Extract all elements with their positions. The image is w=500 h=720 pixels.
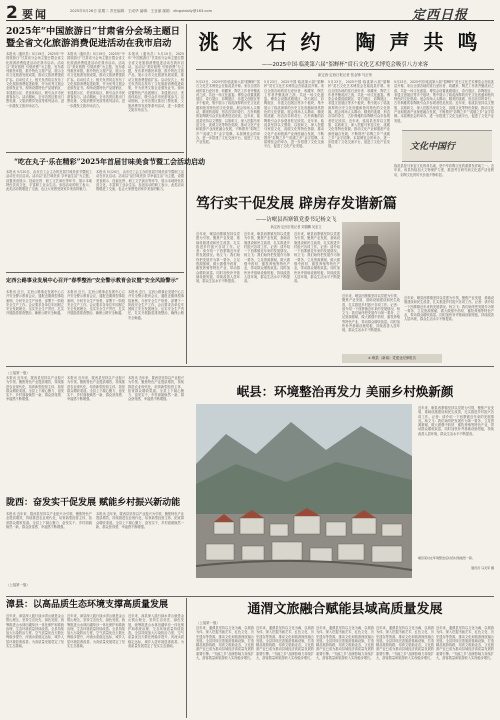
photo-label: ② 岷县（新闻）党建业纪律报告: [342, 354, 442, 363]
county-tourism-tag: （上接第一版）: [196, 621, 220, 625]
household-body-col5: 近年来，岷县西寨镇坚持以党建为引领，聚焦产业发展、基础设施建设和民生改善，扎实推进乡村振兴各项工作。记者：请介绍一下西寨镇近年来的发展情况。杨文飞：我们始终把发展作为第一要务，立足资源禀赋，做大做强中药材、畜牧养殖等特色产业，带动群众增收致富。同时加快补齐基础设施短板，持续改善人居环境，群众生活水平不断提高。: [404, 296, 494, 322]
tourism-forum-headline-2: 暨全省文化旅游消费促进活动在我市启动: [6, 38, 172, 49]
section-divider: [6, 152, 184, 153]
pottery-subheadline: ——2025中国·临洮第六届“貂蝉杯”赏石文化艺术博览会吸引八方来客: [261, 62, 429, 68]
tourism-forum-headline-1: 2025年“中国旅游日”甘肃省分会场主题日: [6, 26, 180, 37]
household-body-col2: 近年来，岷县西寨镇坚持以党建为引领，聚焦产业发展、基础设施建设和民生改善，扎实推进乡村振兴各项工作。记者：请介绍一下西寨镇近年来的发展情况。杨文飞：我们始终把发展作为第一要务，立足资源禀赋，做大做强中药材、畜牧养殖等特色产业，带动群众增收致富。同时加快补齐基础设施短板，持续改善人居环境，群众生活水平不断提高。: [244, 232, 290, 284]
eat-drink-body-col2: 本报讯 5月20日，由市总工会主办的首届甘味美食节暨职工活动在市区启动。活动以“品甘味美食 享幸福生活”为主题，设置美食展示、技能比拼、职工文艺演出等环节，展示本地特色饮食文化，丰富职工业余生活。参加活动的职工表示，此类活动既增进了交流，也让大家感受到家乡美食的魅力。: [96, 170, 184, 192]
county-tourism-body-col5: 近年来，通渭县坚持以文化为魂、以旅游为体，深入挖掘书画艺术、红色文化、历史遗存等资源，推动文化和旅游深度融合发展。全县持续完善旅游基础设施，打造精品旅游线路，培育文旅新业态，文化旅游产业已成为推动县域经济高质量发展的重要引擎。“书画之乡”品牌影响力持续扩大，游客数量和旅游收入实现稳步增长。: [436, 626, 494, 661]
tourism-forum-body-col1: 本报讯（通讯员）5月19日，2025年“中国旅游日”甘肃省分会场主题日暨全省文化旅游消费促进活动在我市启动。活动以“美好旅程 引领消费”为主题，发布系列惠民举措，推介特色文旅产品，展示全市文化旅游发展成果，推动文旅消费提质扩容。启动仪式上，相关负责同志发布了文化旅游消费促进政策，并为优秀文旅企业颁发证书。现场设置特色产品展销区、非遗展示区、美食体验区，吸引众多市民游客参与。活动期间，全市各景区推出门票优惠、文旅消费券发放等系列活动，进一步激发文旅市场活力。: [6, 52, 64, 108]
pottery-byline: 新定西·定西日报记者 张金锋 马正荣: [317, 73, 373, 77]
longxi-body-col1: 本报讯 近年来，陇西县坚持以产业振兴为引领，聚焦特色产业提质增效，持续推进农业现代化，培育新型经营主体，拓宽群众增收渠道。全县上下凝心聚力、奋发实干，乡村面貌焕然一新，群众获得感、幸福感不断增强。: [6, 376, 64, 402]
culture-badge-label: 文化中国行: [410, 142, 456, 152]
zhangxian-body-col3: 近年来，漳县深入践行绿水青山就是金山银山理念，坚持生态优先、绿色发展，统筹推进山水林田湖草沙一体化保护和系统治理，生态环境质量持续改善。全县持续加大污染防治力度，空气质量优良天数比例稳步提升，河流水质稳定达标，城乡人居环境显著改善，为高质量发展奠定了坚实生态基础。: [128, 614, 184, 649]
county-tourism-body-col4: 近年来，通渭县坚持以文化为魂、以旅游为体，深入挖掘书画艺术、红色文化、历史遗存等资源，推动文化和旅游深度融合发展。全县持续完善旅游基础设施，打造精品旅游线路，培育文旅新业态，文化旅游产业已成为推动县域经济高质量发展的重要引擎。“书画之乡”品牌影响力持续扩大，游客数量和旅游收入实现稳步增长。: [376, 626, 434, 661]
longxi-body-col3: 本报讯 近年来，陇西县坚持以产业振兴为引领，聚焦特色产业提质增效，持续推进农业现代化，培育新型经营主体，拓宽群众增收渠道。全县上下凝心聚力、奋发实干，乡村面貌焕然一新，群众获得感、幸福感不断增强。: [128, 376, 184, 402]
page-number: 2: [6, 3, 18, 23]
minxian-village-photo: [196, 404, 412, 578]
pottery-body-col4: 5月23日，2025中国·临洮第六届“貂蝉杯”赏石文化艺术博览会在临洮县开幕。来自全国各地的赏石爱好者、收藏家、陶艺工作者齐聚洮河之滨，共赴一场文化盛宴。博览会设置洮砚展区、奇石展区、彩陶展区、非遗文创展区等多个板块，集中展示了临洮深厚的历史文化底蕴和独具特色的文化资源。展会现场人头攒动，精美的洮砚、形态各异的奇石、古朴典雅的彩陶吸引众多参观者驻足欣赏。近年来，临洮县坚持以文塑旅、以旅彰文，深入挖掘马家窑文化、洮砚文化等特色资源，推动文化产业和旅游产业深度融合发展，不断擦亮“彩陶之乡”“洮砚之乡”金字招牌。本届博览会的举办，进一步搭建了文化交流平台，促进了文化产业发展。: [394, 80, 494, 123]
longxi-headline: 陇西：奋发实干促发展 赋能乡村振兴新动能: [6, 498, 181, 508]
eat-drink-headline: “吃在丸子·乐在精彩”2025年首届甘味美食节暨工会活动启动: [14, 157, 205, 166]
column-divider: [186, 24, 187, 364]
pottery-body-col3: 5月23日，2025中国·临洮第六届“貂蝉杯”赏石文化艺术博览会在临洮县开幕。来自全国各地的赏石爱好者、收藏家、陶艺工作者齐聚洮河之滨，共赴一场文化盛宴。博览会设置洮砚展区、奇石展区、彩陶展区、非遗文创展区等多个板块，集中展示了临洮深厚的历史文化底蕴和独具特色的文化资源。展会现场人头攒动，精美的洮砚、形态各异的奇石、古朴典雅的彩陶吸引众多参观者驻足欣赏。近年来，临洮县坚持以文塑旅、以旅彰文，深入挖掘马家窑文化、洮砚文化等特色资源，推动文化产业和旅游产业深度融合发展，不断擦亮“彩陶之乡”“洮砚之乡”金字招牌。本届博览会的举办，进一步搭建了文化交流平台，促进了文化产业发展。: [328, 80, 390, 149]
county-tourism-body-col1: 近年来，通渭县坚持以文化为魂、以旅游为体，深入挖掘书画艺术、红色文化、历史遗存等资源，推动文化和旅游深度融合发展。全县持续完善旅游基础设施，打造精品旅游线路，培育文旅新业态，文化旅游产业已成为推动县域经济高质量发展的重要引擎。“书画之乡”品牌影响力持续扩大，游客数量和旅游收入实现稳步增长。: [196, 626, 254, 661]
page-section-title: 要闻: [22, 8, 48, 21]
newspaper-logo: 定西日报: [412, 8, 469, 23]
zhangxian-headline: 漳县：以高品质生态环境支撑高质量发展: [6, 600, 169, 610]
longxi-tag: （上接第一版）: [6, 371, 30, 375]
column-divider: [186, 598, 187, 718]
village-landscape-icon: [196, 404, 412, 578]
section-divider: [6, 596, 494, 597]
tourism-forum-body-col2: 本报讯（通讯员）5月19日，2025年“中国旅游日”甘肃省分会场主题日暨全省文化旅游消费促进活动在我市启动。活动以“美好旅程 引领消费”为主题，发布系列惠民举措，推介特色文旅产品，展示全市文化旅游发展成果，推动文旅消费提质扩容。启动仪式上，相关负责同志发布了文化旅游消费促进政策，并为优秀文旅企业颁发证书。现场设置特色产品展销区、非遗展示区、美食体验区，吸引众多市民游客参与。活动期间，全市各景区推出门票优惠、文旅消费券发放等系列活动，进一步激发文旅市场活力。: [67, 52, 125, 108]
culture-badge-box: [402, 130, 492, 162]
safety-body-col1: 本报讯 近日，定西公路事业发展中心召开安全警示教育会议，通报近期典型事故案例，分析安全生产形势，部署下一阶段安全生产工作。会议要求各单位牢固树立安全发展理念，压实安全生产责任，扎实开展隐患排查整治，确保公路安全畅通。: [6, 290, 64, 316]
safety-body-col3: 本报讯 近日，定西公路事业发展中心召开安全警示教育会议，通报近期典型事故案例，分析安全生产形势，部署下一阶段安全生产工作。会议要求各单位牢固树立安全发展理念，压实安全生产责任，扎实开展隐患排查整治，确保公路安全畅通。: [128, 290, 184, 320]
longxi-body-col2: 本报讯 近年来，陇西县坚持以产业振兴为引领，聚焦特色产业提质增效，持续推进农业现代化，培育新型经营主体，拓宽群众增收渠道。全县上下凝心聚力、奋发实干，乡村面貌焕然一新，群众获得感、幸福感不断增强。: [67, 376, 125, 402]
pottery-body-col1: 5月23日，2025中国·临洮第六届“貂蝉杯”赏石文化艺术博览会在临洮县开幕。来自全国各地的赏石爱好者、收藏家、陶艺工作者齐聚洮河之滨，共赴一场文化盛宴。博览会设置洮砚展区、奇石展区、彩陶展区、非遗文创展区等多个板块，集中展示了临洮深厚的历史文化底蕴和独具特色的文化资源。展会现场人头攒动，精美的洮砚、形态各异的奇石、古朴典雅的彩陶吸引众多参观者驻足欣赏。近年来，临洮县坚持以文塑旅、以旅彰文，深入挖掘马家窑文化、洮砚文化等特色资源，推动文化产业和旅游产业深度融合发展，不断擦亮“彩陶之乡”“洮砚之乡”金字招牌。本届博览会的举办，进一步搭建了文化交流平台，促进了文化产业发展。: [196, 80, 260, 145]
minxian-caption: 岷县某村庄环境整治后村容村貌焕然一新。: [418, 556, 476, 560]
zhangxian-body-col1: 近年来，漳县深入践行绿水青山就是金山银山理念，坚持生态优先、绿色发展，统筹推进山水林田湖草沙一体化保护和系统治理，生态环境质量持续改善。全县持续加大污染防治力度，空气质量优良天数比例稳步提升，河流水质稳定达标，城乡人居环境显著改善，为高质量发展奠定了坚实生态基础。: [6, 614, 64, 649]
section-divider: [6, 272, 184, 273]
zhangxian-body-col2: 近年来，漳县深入践行绿水青山就是金山银山理念，坚持生态优先、绿色发展，统筹推进山水林田湖草沙一体化保护和系统治理，生态环境质量持续改善。全县持续加大污染防治力度，空气质量优良天数比例稳步提升，河流水质稳定达标，城乡人居环境显著改善，为高质量发展奠定了坚实生态基础。: [67, 614, 125, 649]
household-byline: 新定西·定西日报记者 刘德麟 吴亚文: [270, 225, 322, 229]
pottery-vase-icon: [342, 222, 400, 290]
section-divider: [6, 366, 494, 367]
masthead-meta: 2025年5月26日 星期二 责任编辑：王成华 编辑：王亚丽 邮箱：dingxidaily@163.com: [70, 9, 213, 13]
household-headline: 笃行实干促发展 辟房存发谐新篇: [196, 196, 397, 212]
household-subheadline: ——访岷县西寨镇党委书记杨文飞: [255, 217, 337, 223]
zhangxian-tag: （上接第一版）: [6, 583, 30, 587]
household-body-col3: 近年来，岷县西寨镇坚持以党建为引领，聚焦产业发展、基础设施建设和民生改善，扎实推进乡村振兴各项工作。记者：请介绍一下西寨镇近年来的发展情况。杨文飞：我们始终把发展作为第一要务，立足资源禀赋，做大做强中药材、畜牧养殖等特色产业，带动群众增收致富。同时加快补齐基础设施短板，持续改善人居环境，群众生活水平不断提高。: [294, 232, 340, 284]
longxi-body-col5: 本报讯 近年来，陇西县坚持以产业振兴为引领，聚焦特色产业提质增效，持续推进农业现代化，培育新型经营主体，拓宽群众增收渠道。全县上下凝心聚力、奋发实干，乡村面貌焕然一新，群众获得感、幸福感不断增强。: [96, 512, 184, 529]
eat-drink-body-col1: 本报讯 5月20日，由市总工会主办的首届甘味美食节暨职工活动在市区启动。活动以“品甘味美食 享幸福生活”为主题，设置美食展示、技能比拼、职工文艺演出等环节，展示本地特色饮食文化，丰富职工业余生活。参加活动的职工表示，此类活动既增进了交流，也让大家感受到家乡美食的魅力。: [6, 170, 92, 192]
pottery-body-col2: 5月23日，2025中国·临洮第六届“貂蝉杯”赏石文化艺术博览会在临洮县开幕。来自全国各地的赏石爱好者、收藏家、陶艺工作者齐聚洮河之滨，共赴一场文化盛宴。博览会设置洮砚展区、奇石展区、彩陶展区、非遗文创展区等多个板块，集中展示了临洮深厚的历史文化底蕴和独具特色的文化资源。展会现场人头攒动，精美的洮砚、形态各异的奇石、古朴典雅的彩陶吸引众多参观者驻足欣赏。近年来，临洮县坚持以文塑旅、以旅彰文，深入挖掘马家窑文化、洮砚文化等特色资源，推动文化产业和旅游产业深度融合发展，不断擦亮“彩陶之乡”“洮砚之乡”金字招牌。本届博览会的举办，进一步搭建了文化交流平台，促进了文化产业发展。: [264, 80, 324, 149]
safety-body-col2: 本报讯 近日，定西公路事业发展中心召开安全警示教育会议，通报近期典型事故案例，分析安全生产形势，部署下一阶段安全生产工作。会议要求各单位牢固树立安全发展理念，压实安全生产责任，扎实开展隐患排查整治，确保公路安全畅通。: [67, 290, 125, 316]
county-tourism-body-col2: 近年来，通渭县坚持以文化为魂、以旅游为体，深入挖掘书画艺术、红色文化、历史遗存等资源，推动文化和旅游深度融合发展。全县持续完善旅游基础设施，打造精品旅游线路，培育文旅新业态，文化旅游产业已成为推动县域经济高质量发展的重要引擎。“书画之乡”品牌影响力持续扩大，游客数量和旅游收入实现稳步增长。: [256, 626, 314, 661]
household-body-col1: 近年来，岷县西寨镇坚持以党建为引领，聚焦产业发展、基础设施建设和民生改善，扎实推进乡村振兴各项工作。记者：请介绍一下西寨镇近年来的发展情况。杨文飞：我们始终把发展作为第一要务，立足资源禀赋，做大做强中药材、畜牧养殖等特色产业，带动群众增收致富。同时加快补齐基础设施短板，持续改善人居环境，群众生活水平不断提高。: [196, 232, 240, 284]
county-tourism-headline: 通渭文旅融合赋能县域高质量发展: [247, 602, 443, 617]
pottery-headline: 洮水石约 陶声共鸣: [198, 30, 492, 54]
safety-headline: 定西公路事业发展中心召开“春季整治”安全警示教育会议暨“安全风险警示”: [6, 278, 179, 284]
culture-side-body: 临洮县是马家窑文化的命名地，是中华彩陶文化的重要发祥地之一。近年来，该县持续加大文物保护力度，推进考古研究和文化遗产活化利用，彩陶文化的时代价值不断彰显。: [394, 164, 494, 177]
tourism-forum-body-col3: 本报讯（通讯员）5月19日，2025年“中国旅游日”甘肃省分会场主题日暨全省文化旅游消费促进活动在我市启动。活动以“美好旅程 引领消费”为主题，发布系列惠民举措，推介特色文旅产品，展示全市文化旅游发展成果，推动文旅消费提质扩容。启动仪式上，相关负责同志发布了文化旅游消费促进政策，并为优秀文旅企业颁发证书。现场设置特色产品展销区、非遗展示区、美食体验区，吸引众多市民游客参与。活动期间，全市各景区推出门票优惠、文旅消费券发放等系列活动，进一步激发文旅市场活力。: [128, 52, 184, 112]
minxian-headline: 岷县：环境整治再发力 美丽乡村焕新颜: [236, 384, 454, 399]
minxian-caption-credit: 通讯员 马灵军 摄: [471, 566, 494, 570]
county-tourism-body-col3: 近年来，通渭县坚持以文化为魂、以旅游为体，深入挖掘书画艺术、红色文化、历史遗存等资源，推动文化和旅游深度融合发展。全县持续完善旅游基础设施，打造精品旅游线路，培育文旅新业态，文化旅游产业已成为推动县域经济高质量发展的重要引擎。“书画之乡”品牌影响力持续扩大，游客数量和旅游收入实现稳步增长。: [316, 626, 374, 661]
longxi-body-col4: 本报讯 近年来，陇西县坚持以产业振兴为引领，聚焦特色产业提质增效，持续推进农业现代化，培育新型经营主体，拓宽群众增收渠道。全县上下凝心聚力、奋发实干，乡村面貌焕然一新，群众获得感、幸福感不断增强。: [6, 512, 92, 529]
section-divider: [196, 69, 494, 70]
household-body-col4: 近年来，岷县西寨镇坚持以党建为引领，聚焦产业发展、基础设施建设和民生改善，扎实推进乡村振兴各项工作。记者：请介绍一下西寨镇近年来的发展情况。杨文飞：我们始终把发展作为第一要务，立足资源禀赋，做大做强中药材、畜牧养殖等特色产业，带动群众增收致富。同时加快补齐基础设施短板，持续改善人居环境，群众生活水平不断提高。: [342, 294, 400, 333]
minxian-body: 近年来，岷县西寨镇坚持以党建为引领，聚焦产业发展、基础设施建设和民生改善，扎实推进乡村振兴各项工作。记者：请介绍一下西寨镇近年来的发展情况。杨文飞：我们始终把发展作为第一要务，立足资源禀赋，做大做强中药材、畜牧养殖等特色产业，带动群众增收致富。同时加快补齐基础设施短板，持续改善人居环境，群众生活水平不断提高。: [418, 406, 494, 436]
pottery-photo: [342, 222, 400, 290]
